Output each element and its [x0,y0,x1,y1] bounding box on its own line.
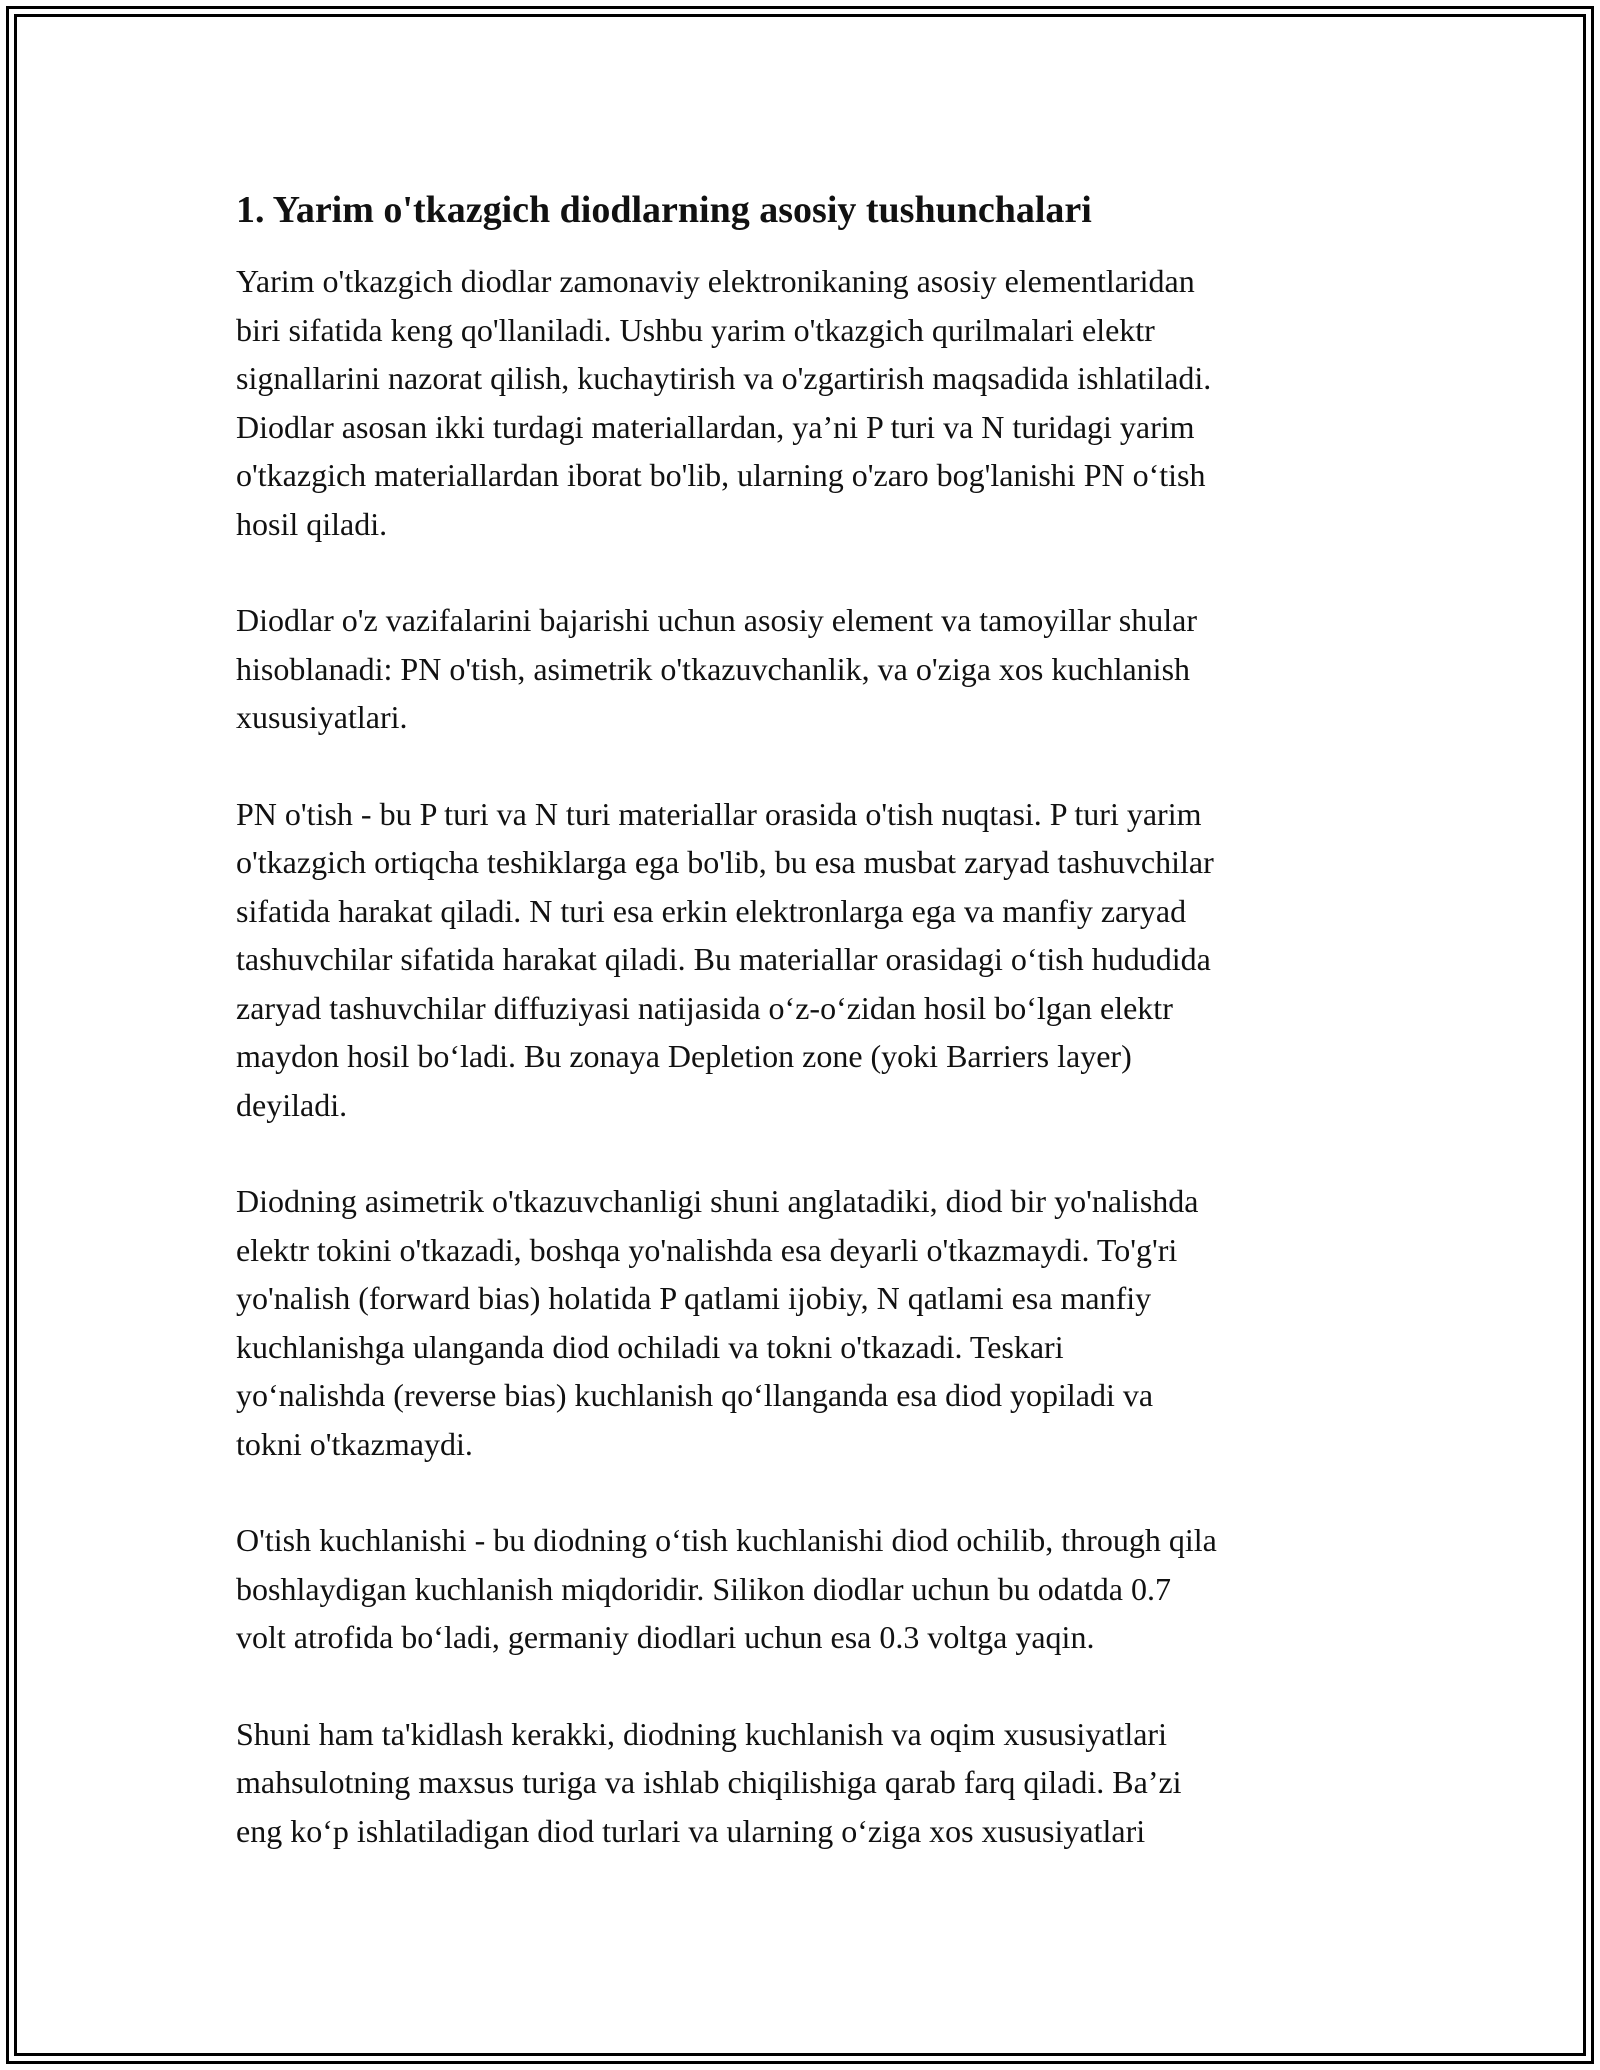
paragraph-characteristics [236,1710,1376,1856]
text-line: biri sifatida keng qo'llaniladi. Ushbu yarim o'tkazgich qurilmalari elektr [236,311,1155,348]
text-line: yo'nalish (forward bias) holatida P qatlami ijobiy, N qatlami esa manfiy [236,1280,1152,1316]
text-line: Shuni ham ta'kidlash kerakki, diodning kuchlanish va oqim xususiyatlari [236,1715,1167,1752]
text-line: kuchlanishga ulanganda diod ochiladi va tokni o'tkazadi. Teskari [236,1328,1064,1365]
text-line: hosil qiladi. [236,505,388,542]
text-line: tashuvchilar sifatida harakat qiladi. Bu materiallar orasidagi o‘tish hududida [236,941,1211,977]
document-body [236,185,1376,1903]
text-line: mahsulotning maxsus turiga va ishlab chiqilishiga qarab farq qiladi. Ba’zi [236,1764,1182,1800]
section-heading: 1. Yarim o'tkazgich diodlarning asosiy tushunchalari [236,189,1092,231]
text-line: eng ko‘p ishlatiladigan diod turlari va ularning o‘ziga xos xususiyatlari [236,1812,1146,1849]
text-line: signallarini nazorat qilish, kuchaytirish va o'zgartirish maqsadida ishlatiladi. [236,360,1212,396]
text-line: sifatida harakat qiladi. N turi esa erkin elektronlarga ega va manfiy zaryad [236,892,1187,929]
text-line: Yarim o'tkazgich diodlar zamonaviy elektronikaning asosiy elementlaridan [236,263,1195,299]
paragraph-pn-junction [236,790,1376,1130]
paragraph-threshold-voltage [236,1516,1376,1662]
text-line: maydon hosil bo‘ladi. Bu zonaya Depletion zone (yoki Barriers layer) [236,1038,1132,1074]
text-line: zaryad tashuvchilar diffuziyasi natijasida o‘z-o‘zidan hosil bo‘lgan elektr [236,989,1173,1026]
text-line: deyiladi. [236,1086,348,1123]
text-line: yo‘nalishda (reverse bias) kuchlanish qo‘llanganda esa diod yopiladi va [236,1377,1154,1413]
paragraph-asymmetric-conductivity [236,1177,1376,1468]
text-line: Diodlar o'z vazifalarini bajarishi uchun asosiy element va tamoyillar shular [236,602,1197,638]
text-line: o'tkazgich materiallardan iborat bo'lib, ularning o'zaro bog'lanishi PN o‘tish [236,457,1206,493]
text-line: boshlaydigan kuchlanish miqdoridir. Silikon diodlar uchun bu odatda 0.7 [236,1570,1171,1607]
text-line: hisoblanadi: PN o'tish, asimetrik o'tkazuvchanlik, va o'ziga xos kuchlanish [236,650,1191,687]
text-line: volt atrofida bo‘ladi, germaniy diodlari uchun esa 0.3 voltga yaqin. [236,1619,1095,1655]
paragraph-principles [236,596,1376,742]
text-line: PN o'tish - bu P turi va N turi materiallar orasida o'tish nuqtasi. P turi yarim [236,795,1202,832]
text-line: o'tkazgich ortiqcha teshiklarga ega bo'lib, bu esa musbat zaryad tashuvchilar [236,844,1214,880]
text-line: tokni o'tkazmaydi. [236,1425,473,1462]
text-line: Diodlar asosan ikki turdagi materiallardan, ya’ni P turi va N turidagi yarim [236,408,1195,445]
text-line: Diodning asimetrik o'tkazuvchanligi shuni anglatadiki, diod bir yo'nalishda [236,1183,1199,1219]
text-line: elektr tokini o'tkazadi, boshqa yo'nalishda esa deyarli o'tkazmaydi. To'g'ri [236,1231,1178,1268]
paragraph-intro [236,257,1376,548]
text-line: O'tish kuchlanishi - bu diodning o‘tish kuchlanishi diod ochilib, through qila [236,1522,1217,1558]
text-line: xususiyatlari. [236,699,408,735]
